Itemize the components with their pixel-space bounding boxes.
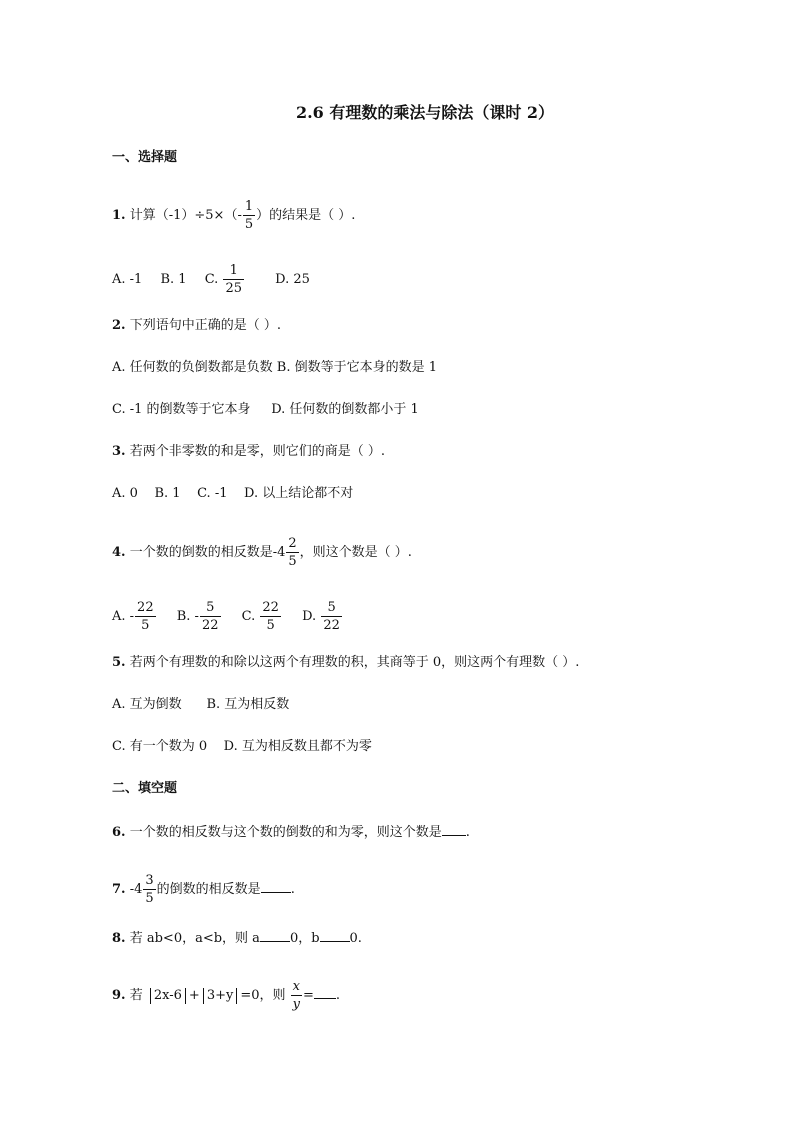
fraction — [291, 980, 302, 1011]
page-title: 2.6 有理数的乘法与除法（课时 2） — [295, 103, 555, 122]
question-number: 7. — [112, 882, 126, 897]
denominator: 5 — [244, 217, 254, 232]
question-1-options — [112, 264, 310, 295]
option-c: C. — [241, 609, 256, 624]
question-text: 若 — [129, 988, 143, 1003]
question-2 — [112, 318, 281, 334]
numerator: 5 — [327, 600, 336, 615]
equals-sign: = — [303, 988, 314, 1003]
answer-blank[interactable] — [261, 880, 291, 893]
question-text: 0. — [349, 931, 362, 946]
question-text: 计算（-1）÷5×（- — [129, 208, 242, 223]
question-text: 下列语句中正确的是（ ）. — [129, 318, 281, 333]
question-number: 8. — [112, 931, 126, 946]
abs-bar — [150, 988, 151, 1004]
fraction — [260, 601, 281, 632]
answer-blank[interactable] — [442, 823, 466, 836]
abs-expression: 3+y — [206, 988, 234, 1003]
question-4-options — [112, 601, 343, 632]
question-text: ）的结果是（ ）. — [256, 208, 356, 223]
question-text: 若 ab<0，a<b，则 a — [129, 931, 260, 946]
answer-blank[interactable] — [320, 929, 350, 942]
punctuation: . — [335, 988, 341, 1003]
question-text: 若两个有理数的和除以这两个有理数的积，其商等于 0，则这两个有理数（ ）. — [129, 655, 580, 670]
abs-bar — [236, 988, 237, 1004]
numerator: 1 — [244, 199, 254, 214]
denominator: 25 — [225, 281, 243, 296]
denominator: 5 — [135, 616, 156, 632]
abs-bar — [203, 988, 204, 1004]
numerator: 3 — [145, 873, 154, 888]
fraction — [223, 264, 244, 295]
denominator: 5 — [145, 891, 154, 906]
option-b: B. 1 — [160, 272, 187, 287]
question-5-options-ab: A. 互为倒数 B. 互为相反数 — [112, 697, 290, 712]
numerator: 1 — [229, 263, 238, 278]
question-6 — [112, 823, 470, 841]
question-number: 5. — [112, 655, 126, 670]
question-number: 6. — [112, 825, 126, 840]
denominator: y — [292, 997, 301, 1012]
option-a: A. - — [112, 609, 135, 624]
question-5 — [112, 655, 579, 671]
punctuation: . — [290, 882, 295, 897]
question-3-options: A. 0 B. 1 C. -1 D. 以上结论都不对 — [112, 486, 354, 501]
numerator: 22 — [262, 600, 279, 615]
option-d: D. 25 — [275, 272, 310, 287]
question-1 — [112, 200, 355, 231]
question-8 — [112, 929, 362, 947]
question-9 — [112, 980, 340, 1011]
fraction — [286, 537, 298, 568]
question-text: 一个数的相反数与这个数的倒数的和为零，则这个数是 — [129, 825, 442, 840]
punctuation: . — [465, 825, 470, 840]
answer-blank[interactable] — [314, 986, 336, 999]
question-text: 一个数的倒数的相反数是-4 — [129, 545, 286, 560]
denominator: 22 — [323, 618, 340, 633]
question-number: 9. — [112, 988, 126, 1003]
question-7 — [112, 874, 295, 905]
question-4 — [112, 537, 412, 568]
plus-sign: + — [188, 988, 200, 1003]
question-number: 4. — [112, 545, 126, 560]
abs-expression: 2x-6 — [153, 988, 182, 1003]
numerator: 2 — [288, 536, 297, 551]
option-a: A. -1 — [112, 272, 143, 287]
fraction — [243, 200, 255, 231]
fraction — [135, 601, 156, 632]
option-b: B. - — [176, 609, 199, 624]
question-number: 2. — [112, 318, 126, 333]
denominator: 5 — [288, 554, 297, 569]
option-c: C. — [204, 272, 219, 287]
abs-bar — [185, 988, 186, 1004]
fraction — [321, 601, 342, 632]
question-number: 1. — [112, 208, 126, 223]
fraction — [143, 874, 155, 905]
question-2-options-cd: C. -1 的倒数等于它本身 D. 任何数的倒数都小于 1 — [112, 402, 419, 417]
denominator: 22 — [201, 618, 219, 633]
question-text: 的倒数的相反数是 — [156, 882, 261, 897]
answer-blank[interactable] — [260, 929, 290, 942]
question-text: 若两个非零数的和是零，则它们的商是（ ）. — [129, 444, 385, 459]
question-text: -4 — [129, 882, 143, 897]
numerator: 22 — [137, 600, 154, 615]
section-heading-fill: 二、填空题 — [112, 781, 178, 796]
question-number: 3. — [112, 444, 126, 459]
question-text: =0，则 — [240, 988, 286, 1003]
question-3 — [112, 444, 385, 460]
numerator: x — [292, 979, 300, 994]
question-5-options-cd: C. 有一个数为 0 D. 互为相反数且都不为零 — [112, 739, 372, 754]
fraction — [200, 601, 221, 632]
section-heading-choice: 一、选择题 — [112, 150, 178, 165]
option-d: D. — [302, 609, 317, 624]
denominator: 5 — [260, 616, 281, 632]
question-text: ，则这个数是（ ）. — [299, 545, 412, 560]
question-text: 0，b — [289, 931, 320, 946]
question-2-options-ab: A. 任何数的负倒数都是负数 B. 倒数等于它本身的数是 1 — [112, 360, 438, 375]
numerator: 5 — [206, 600, 215, 615]
